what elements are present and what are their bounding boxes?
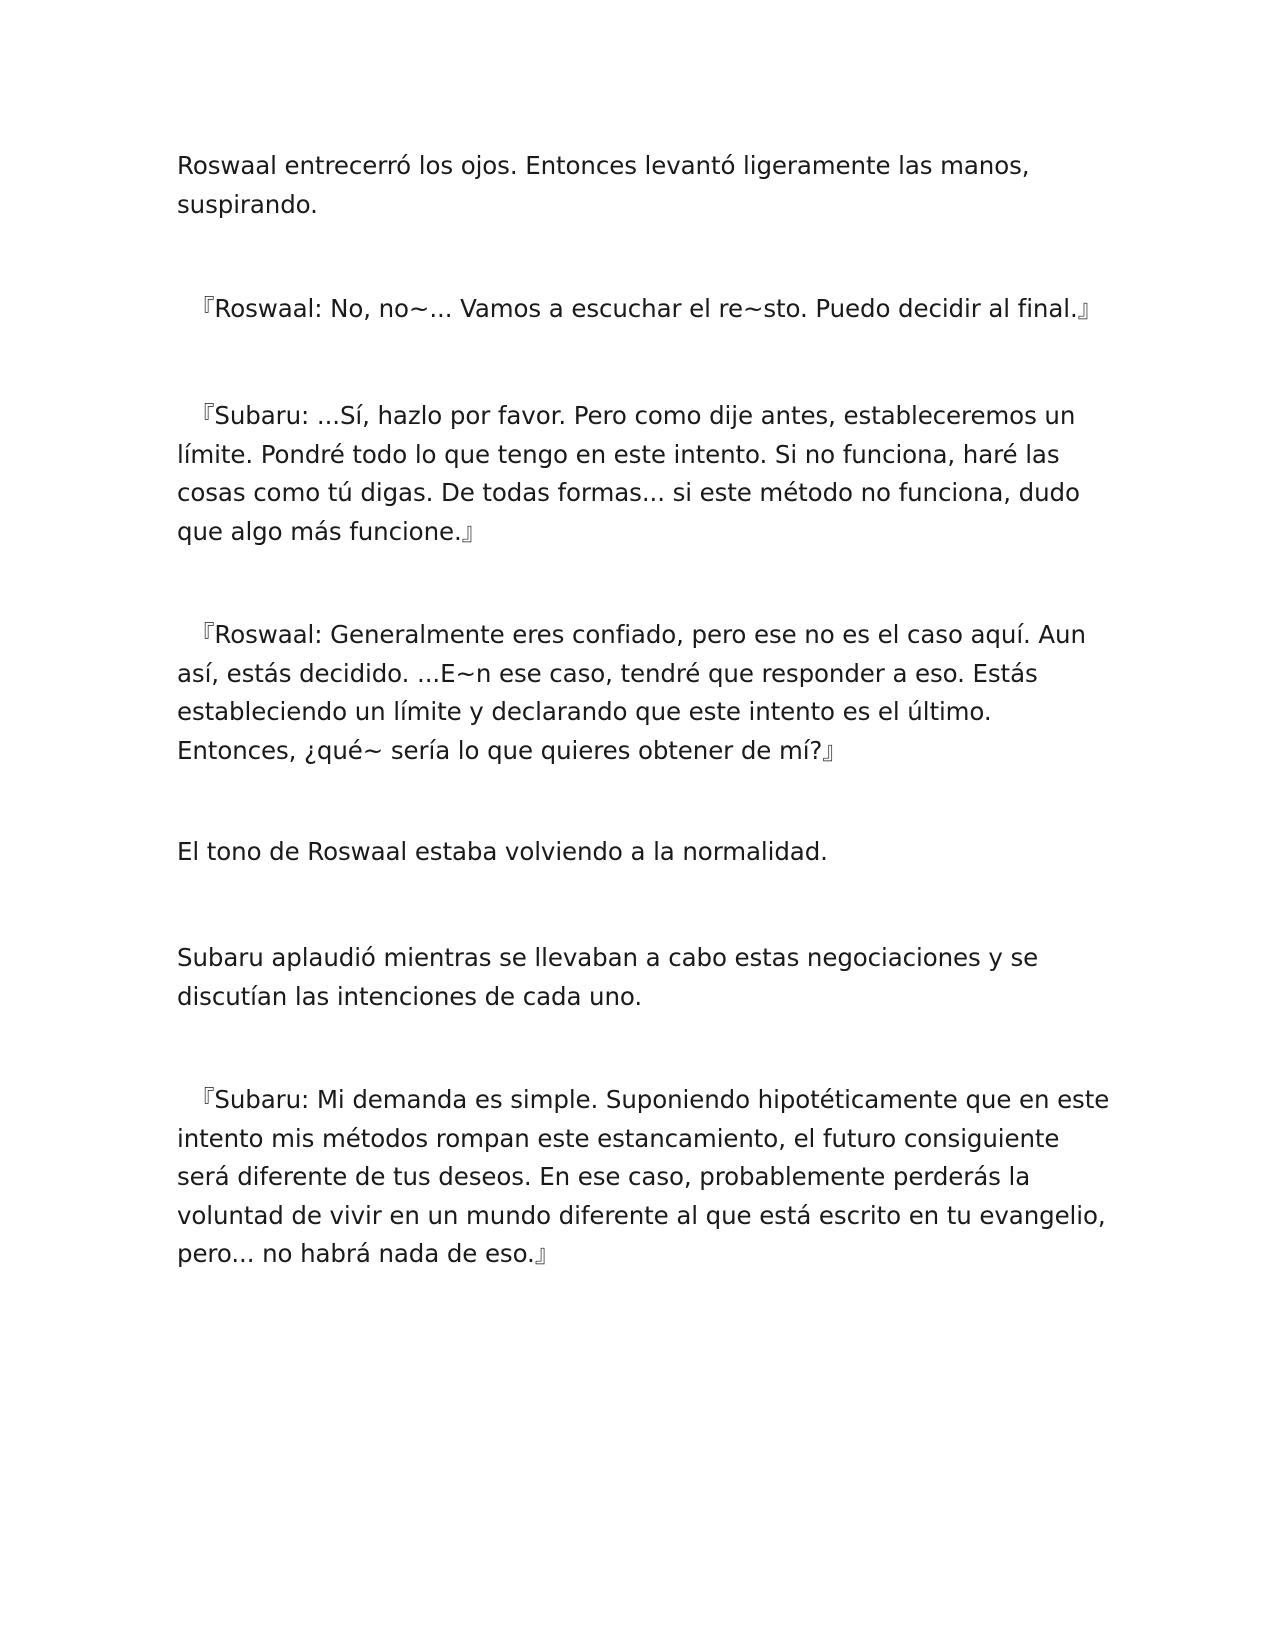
paragraph-dialogue-roswaal-1: 『Roswaal: No, no~... Vamos a escuchar el re~sto. Puedo decidir al final.』 <box>190 294 1103 323</box>
paragraph-dialogue-roswaal-2: 『Roswaal: Generalmente eres confiado, pero ese no es el caso aquí. Aun así, estás decidido. ...E~n ese caso, tendré que responder a eso. Estás estableciendo un límite y declarando que este intento es el último. Entonces, ¿qué~ sería lo que quieres obtener de mí?』 <box>177 620 1086 765</box>
paragraph-narration-2: El tono de Roswaal estaba volviendo a la normalidad. <box>177 837 828 866</box>
paragraph-dialogue-subaru-1: 『Subaru: ...Sí, hazlo por favor. Pero como dije antes, estableceremos un límite. Pondré todo lo que tengo en este intento. Si no funciona, haré las cosas como tú digas. De todas formas... si este método no funciona, dudo que algo más funcione.』 <box>177 401 1080 546</box>
paragraph-narration-3: Subaru aplaudió mientras se llevaban a cabo estas negociaciones y se discutían las intenciones de cada uno. <box>177 943 1039 1011</box>
paragraph-narration-1: Roswaal entrecerró los ojos. Entonces levantó ligeramente las manos, suspirando. <box>177 151 1030 219</box>
paragraph-dialogue-subaru-2: 『Subaru: Mi demanda es simple. Suponiendo hipotéticamente que en este intento mis métodos rompan este estancamiento, el futuro consiguiente será diferente de tus deseos. En ese caso, probablemente perderás la voluntad de vivir en un mundo diferente al que está escrito en tu evangelio, pero... no habrá nada de eso.』 <box>177 1085 1110 1268</box>
